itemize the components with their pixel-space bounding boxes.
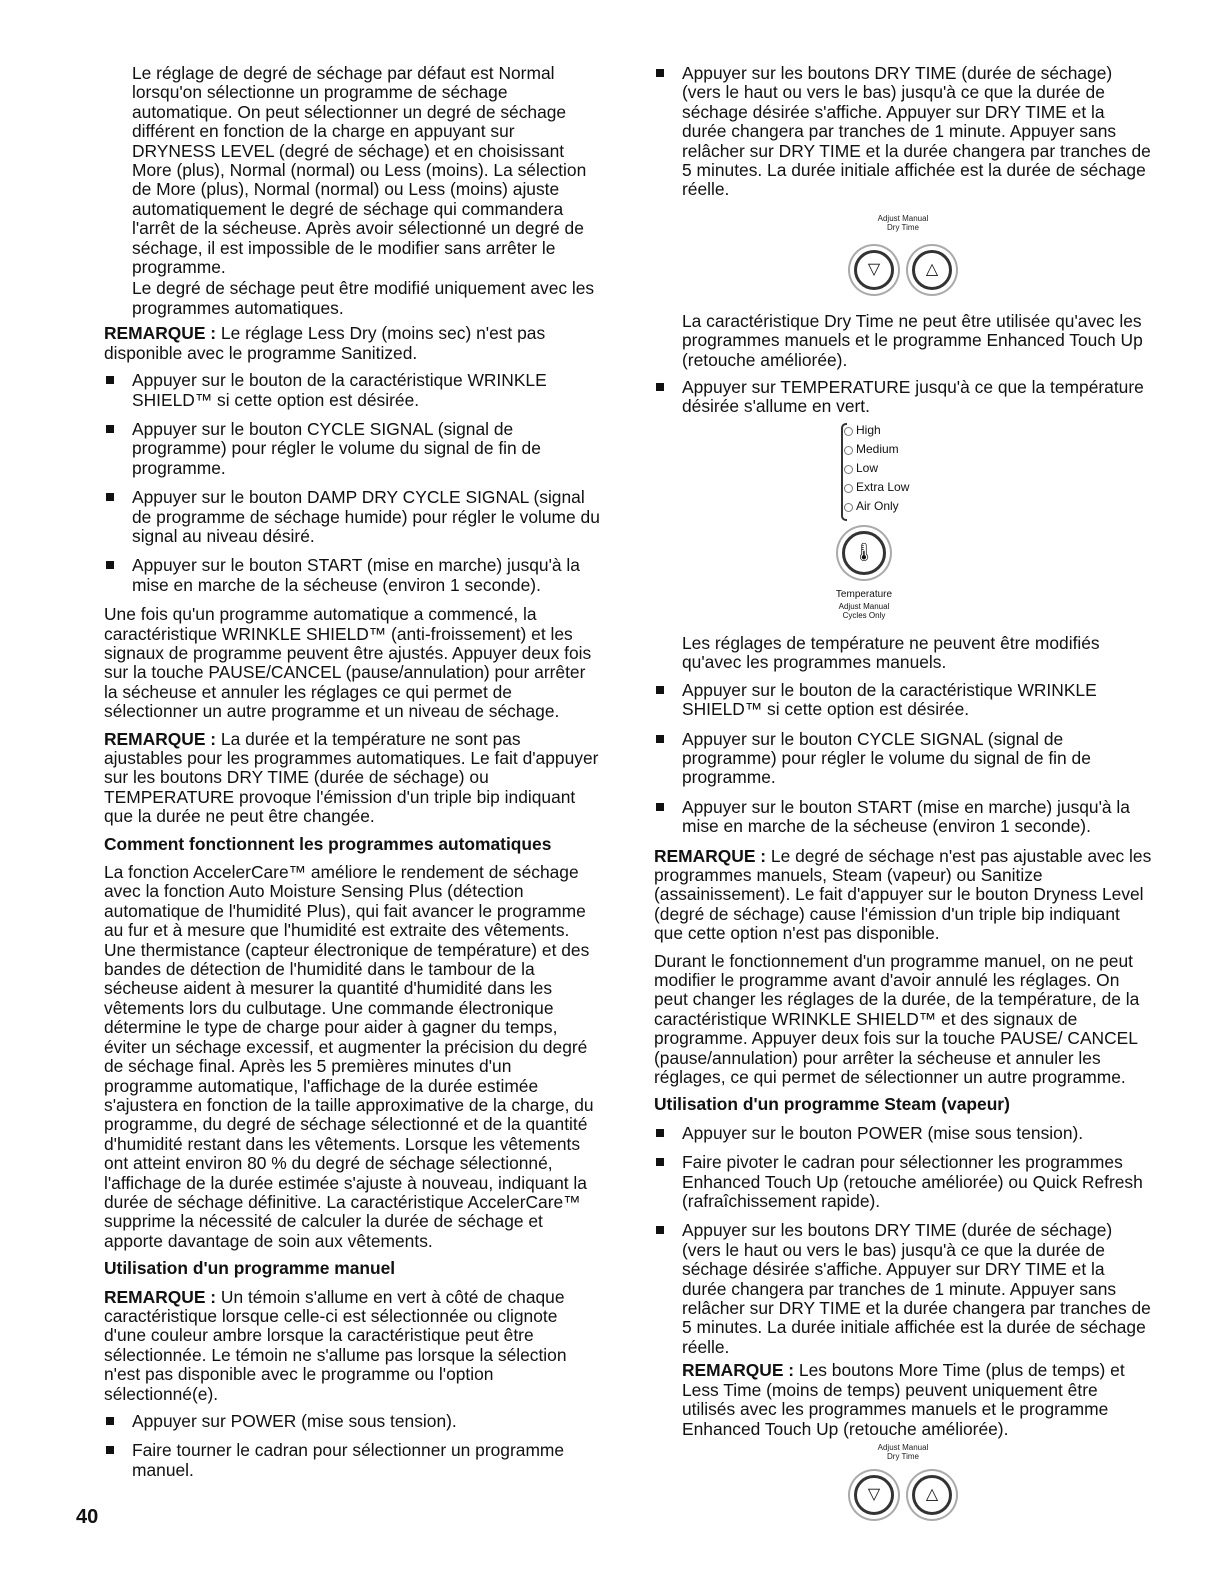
note-label: REMARQUE : xyxy=(104,323,217,344)
dry-time-figure xyxy=(654,204,1152,306)
thermometer-icon: 🌡 xyxy=(842,531,886,575)
note xyxy=(654,847,1152,944)
indent xyxy=(654,1361,1152,1439)
note-label: REMARQUE : xyxy=(654,845,767,866)
paragraph: Durant le fonctionnement d'un programme manuel, on ne peut modifier le programme avant d'avoir annulé les réglages. On peut changer les réglages de la durée, de la température, de la caractéristique WRINKLE SHIELD™ et des signaux de programme. Appuyer deux fois sur la touche PAUSE/ CANCEL (pause/annulation) pour arrêter la sécheuse et annuler les réglages, ce qui permet de sélectionner un autre programme. xyxy=(654,950,1140,1087)
paragraph: La caractéristique Dry Time ne peut être utilisée qu'avec les programmes manuels et le programme Enhanced Touch Up (retouche améliorée). xyxy=(682,310,1143,370)
list-item: Appuyer sur POWER (mise sous tension). xyxy=(104,1412,602,1431)
note xyxy=(104,1288,602,1404)
figure-caption: Adjust Manual xyxy=(877,213,929,223)
dry-time-down-icon: ▽ xyxy=(854,250,894,290)
right-column xyxy=(654,64,1152,1535)
note-text: Un témoin s'allume en vert à côté de chaque caractéristique lorsque celle-ci est sélectionnée ou clignote d'une couleur ambre lorsque la caractéristique peut être sélectionnée. Le témoin ne s'allume pas lorsque la sélection n'est pas disponible avec le programme ou l'option sélectionné(e). xyxy=(104,1286,567,1404)
paragraph: Le réglage de degré de séchage par défaut est Normal lorsqu'on sélectionne un programme de séchage automatique. On peut sélectionner un degré de séchage différent en fonction de la charge en appuyant sur DRYNESS LEVEL (degré de séchage) et en choisissant More (plus), Normal (normal) ou Less (moins). La sélection de More (plus), Normal (normal) ou Less (moins) ajuste automatiquement le degré de séchage qui commandera l'arrêt de la sécheuse. Après avoir sélectionné un degré de séchage, il est impossible de le modifier sans arrêter le programme. xyxy=(132,63,587,278)
note xyxy=(104,730,602,827)
figure-caption: Adjust Manual xyxy=(877,1442,929,1452)
note-text: Les boutons More Time (plus de temps) et Less Time (moins de temps) peuvent uniquement être utilisés avec les programmes manuels et le programme Enhanced Touch Up (retouche améliorée). xyxy=(682,1360,1125,1439)
paragraph: Une fois qu'un programme automatique a commencé, la caractéristique WRINKLE SHIELD™ (anti-froissement) et les signaux de programme peuvent être ajustés. Appuyer deux fois sur la touche PAUSE/CANCEL (pause/annulation) pour arrêter la sécheuse et annuler les réglages ce qui permet de sélectionner un autre programme et un niveau de séchage. xyxy=(104,604,592,722)
note-text: La durée et la température ne sont pas ajustables pour les programmes automatiques. Le fait d'appuyer sur les boutons DRY TIME (durée de séchage) ou TEMPERATURE provoque l'émission d'un triple bip indiquant que la durée ne peut être changée. xyxy=(104,728,599,827)
note-label: REMARQUE : xyxy=(104,1286,217,1307)
note-label: REMARQUE : xyxy=(104,728,217,749)
section-heading: Utilisation d'un programme Steam (vapeur) xyxy=(654,1094,1010,1115)
temperature-option: Medium xyxy=(844,440,909,459)
dry-time-down-icon: ▽ xyxy=(854,1475,894,1515)
list-item: Appuyer sur les boutons DRY TIME (durée de séchage) (vers le haut ou vers le bas) jusqu'à ce que la durée de séchage désirée s'affiche. Appuyer sur DRY TIME et la durée changera par tranches de 1 minute. Appuyer sans relâcher sur DRY TIME et la durée changera par tranches de 5 minutes. La durée initiale affichée est la durée de séchage réelle. xyxy=(654,64,1152,200)
list-item: Appuyer sur le bouton START (mise en marche) jusqu'à la mise en marche de la sécheuse (environ 1 seconde). xyxy=(104,556,602,595)
paragraph: Les réglages de température ne peuvent être modifiés qu'avec les programmes manuels. xyxy=(682,632,1100,673)
figure-caption: Dry Time xyxy=(887,222,919,232)
list-item: Appuyer sur le bouton CYCLE SIGNAL (signal de programme) pour régler le volume du signal de fin de programme. xyxy=(104,420,602,478)
list-item: Faire pivoter le cadran pour sélectionner les programmes Enhanced Touch Up (retouche améliorée) ou Quick Refresh (rafraîchissement rapide). xyxy=(654,1153,1152,1211)
list-item: Appuyer sur le bouton POWER (mise sous tension). xyxy=(654,1124,1152,1143)
figure-caption: Adjust Manual xyxy=(838,601,890,611)
intro-indent xyxy=(104,64,602,318)
list-item: Appuyer sur le bouton START (mise en marche) jusqu'à la mise en marche de la sécheuse (environ 1 seconde). xyxy=(654,798,1152,837)
indent xyxy=(654,312,1152,370)
figure-caption: Temperature xyxy=(835,588,893,600)
temperature-option: Extra Low xyxy=(844,478,909,497)
dry-time-up-icon: △ xyxy=(912,1475,952,1515)
list-item: Appuyer sur les boutons DRY TIME (durée de séchage) (vers le haut ou vers le bas) jusqu'à ce que la durée de séchage désirée s'affiche. Appuyer sur DRY TIME et la durée changera par tranches de 1 minute. Appuyer sans relâcher sur DRY TIME et la durée changera par tranches de 5 minutes. La durée initiale affichée est la durée de séchage réelle. xyxy=(654,1221,1152,1357)
section-heading: Comment fonctionnent les programmes automatiques xyxy=(104,833,552,854)
page-number: 40 xyxy=(76,1506,99,1528)
note xyxy=(682,1361,1152,1439)
note-text: Le réglage Less Dry (moins sec) n'est pas disponible avec le programme Sanitized. xyxy=(104,323,546,363)
note-label: REMARQUE : xyxy=(682,1360,795,1381)
list-item: Appuyer sur le bouton DAMP DRY CYCLE SIGNAL (signal de programme de séchage humide) pour régler le volume du signal au niveau désiré. xyxy=(104,488,602,546)
temperature-option: Low xyxy=(844,459,909,478)
figure-caption: Cycles Only xyxy=(842,610,886,620)
indent xyxy=(654,634,1152,673)
temperature-figure xyxy=(654,421,1152,628)
list-item: Faire tourner le cadran pour sélectionner un programme manuel. xyxy=(104,1441,602,1480)
section-heading: Utilisation d'un programme manuel xyxy=(104,1258,396,1279)
dry-time-up-icon: △ xyxy=(912,250,952,290)
temperature-option: Air Only xyxy=(844,497,909,516)
figure-caption: Dry Time xyxy=(887,1451,919,1461)
paragraph: La fonction AccelerCare™ améliore le rendement de séchage avec la fonction Auto Moisture Sensing Plus (détection automatique de l'humidité Plus), qui fait avancer le programme au fur et à mesure que l'humidité est extraite des vêtements. Une thermistance (capteur électronique de température) et des bandes de détection de l'humidité dans le tambour de la sécheuse aident à mesurer la quantité d'humidité dans les vêtements lors du culbutage. Une commande électronique détermine le type de charge pour aider à gagner du temps, éviter un séchage excessif, et augmenter la précision du degré de séchage final. Après les 5 premières minutes d'un programme automatique, l'affichage de la durée estimée s'ajustera en fonction de la taille approximative de la charge, du programme, du degré de séchage sélectionné et de la quantité d'humidité restant dans les vêtements. Lorsque les vêtements ont atteint environ 80 % du degré de séchage sélectionné, l'affichage de la durée estimée s'ajuste à nouveau, indiquant la durée de séchage définitive. La caractéristique AccelerCare™ supprime la nécessité de calculer la durée de séchage et apporte davantage de soin aux vêtements. xyxy=(104,862,594,1251)
list-item: Appuyer sur le bouton de la caractéristique WRINKLE SHIELD™ si cette option est désirée. xyxy=(654,681,1152,720)
dry-time-figure xyxy=(654,1439,1152,1529)
left-column xyxy=(104,64,602,1490)
list-item: Appuyer sur le bouton CYCLE SIGNAL (signal de programme) pour régler le volume du signal de fin de programme. xyxy=(654,730,1152,788)
note xyxy=(104,324,602,363)
list-item: Appuyer sur TEMPERATURE jusqu'à ce que la température désirée s'allume en vert. xyxy=(654,378,1152,417)
temperature-list xyxy=(844,421,909,516)
paragraph: Le degré de séchage peut être modifié uniquement avec les programmes automatiques. xyxy=(132,278,595,318)
note-text: Le degré de séchage n'est pas ajustable avec les programmes manuels, Steam (vapeur) ou Sanitize (assainissement). Le fait d'appuyer sur le bouton Dryness Level (degré de séchage) cause l'émission d'un triple bip indiquant que cette option n'est pas disponible. xyxy=(654,845,1152,944)
list-item: Appuyer sur le bouton de la caractéristique WRINKLE SHIELD™ si cette option est désirée. xyxy=(104,371,602,410)
temperature-option: High xyxy=(844,421,909,440)
